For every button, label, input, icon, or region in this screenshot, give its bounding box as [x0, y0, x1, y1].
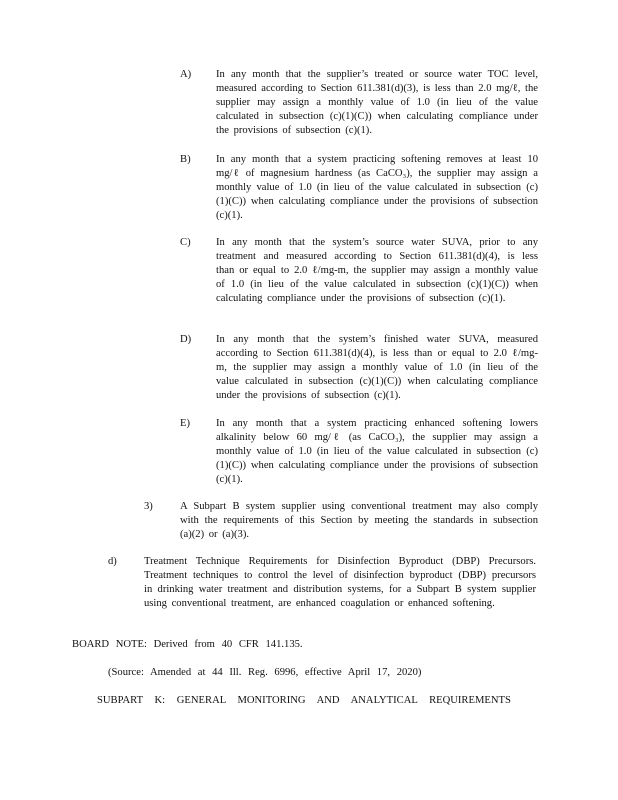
item-d-text: In any month that the system’s finished water SUVA, measured according to Section 611.381(d)(4), is less than or equal to 2.0 ℓ/mg-m, the supplier may assign a monthly value of 1.0 (in lieu of the value calculated in subsection (c)(1)(C)) when calculating compliance under the provisions of subsection (c)(1).	[216, 334, 538, 401]
item-a-label: A)	[180, 69, 192, 80]
item-3-text: A Subpart B system supplier using conventional treatment may also comply with the requirements of this Section by meeting the standards in subsection (a)(2) or (a)(3).	[180, 501, 538, 540]
item-a-text: In any month that the supplier’s treated or source water TOC level, measured according to Section 611.381(d)(3), is less than 2.0 mg/ℓ, the supplier may assign a monthly value of 1.0 (in lieu of the value calculated in subsection (c)(1)(C)) when calculating compliance under the provisions of subsection (c)(1).	[216, 69, 538, 136]
item-c-label: C)	[180, 237, 191, 248]
item-b-text: In any month that a system practicing softening removes at least 10 mg/ℓ of magnesium hardness (as CaCO₃), the supplier may assign a monthly value of 1.0 (in lieu of the value calculated in subsection (c)(1)(C)) when calculating compliance under the provisions of subsection (c)(1).	[216, 154, 538, 221]
item-c-text: In any month that the system’s source water SUVA, prior to any treatment and measured according to Section 611.381(d)(4), is less than or equal to 2.0 ℓ/mg-m, the supplier may assign a monthly value of 1.0 (in lieu of the value calculated in subsection (c)(1)(C)) when calculating compliance under the provisions of subsection (c)(1).	[216, 237, 538, 304]
source-citation: (Source: Amended at 44 Ill. Reg. 6996, effective April 17, 2020)	[108, 667, 422, 678]
item-d-label: D)	[180, 334, 192, 345]
item-e-label: E)	[180, 418, 190, 429]
subpart-heading: SUBPART K: GENERAL MONITORING AND ANALYTICAL REQUIREMENTS	[97, 695, 511, 706]
item-d-subsection-label: d)	[108, 556, 117, 567]
item-e-text: In any month that a system practicing enhanced softening lowers alkalinity below 60 mg/ℓ (as CaCO₃), the supplier may assign a monthly value of 1.0 (in lieu of the value calculated in subsection (c)(1)(C)) when calculating compliance under the provisions of subsection (c)(1).	[216, 418, 538, 485]
item-d-subsection-text: Treatment Technique Requirements for Disinfection Byproduct (DBP) Precursors. Treatment techniques to control the level of disinfection byproduct (DBP) precursors in drinking water treatment and distribution systems, for a Subpart B system supplier using conventional treatment, are enhanced coagulation or enhanced softening.	[144, 556, 536, 609]
item-3-label: 3)	[144, 501, 153, 512]
item-b-label: B)	[180, 154, 191, 165]
board-note: BOARD NOTE: Derived from 40 CFR 141.135.	[72, 639, 303, 650]
